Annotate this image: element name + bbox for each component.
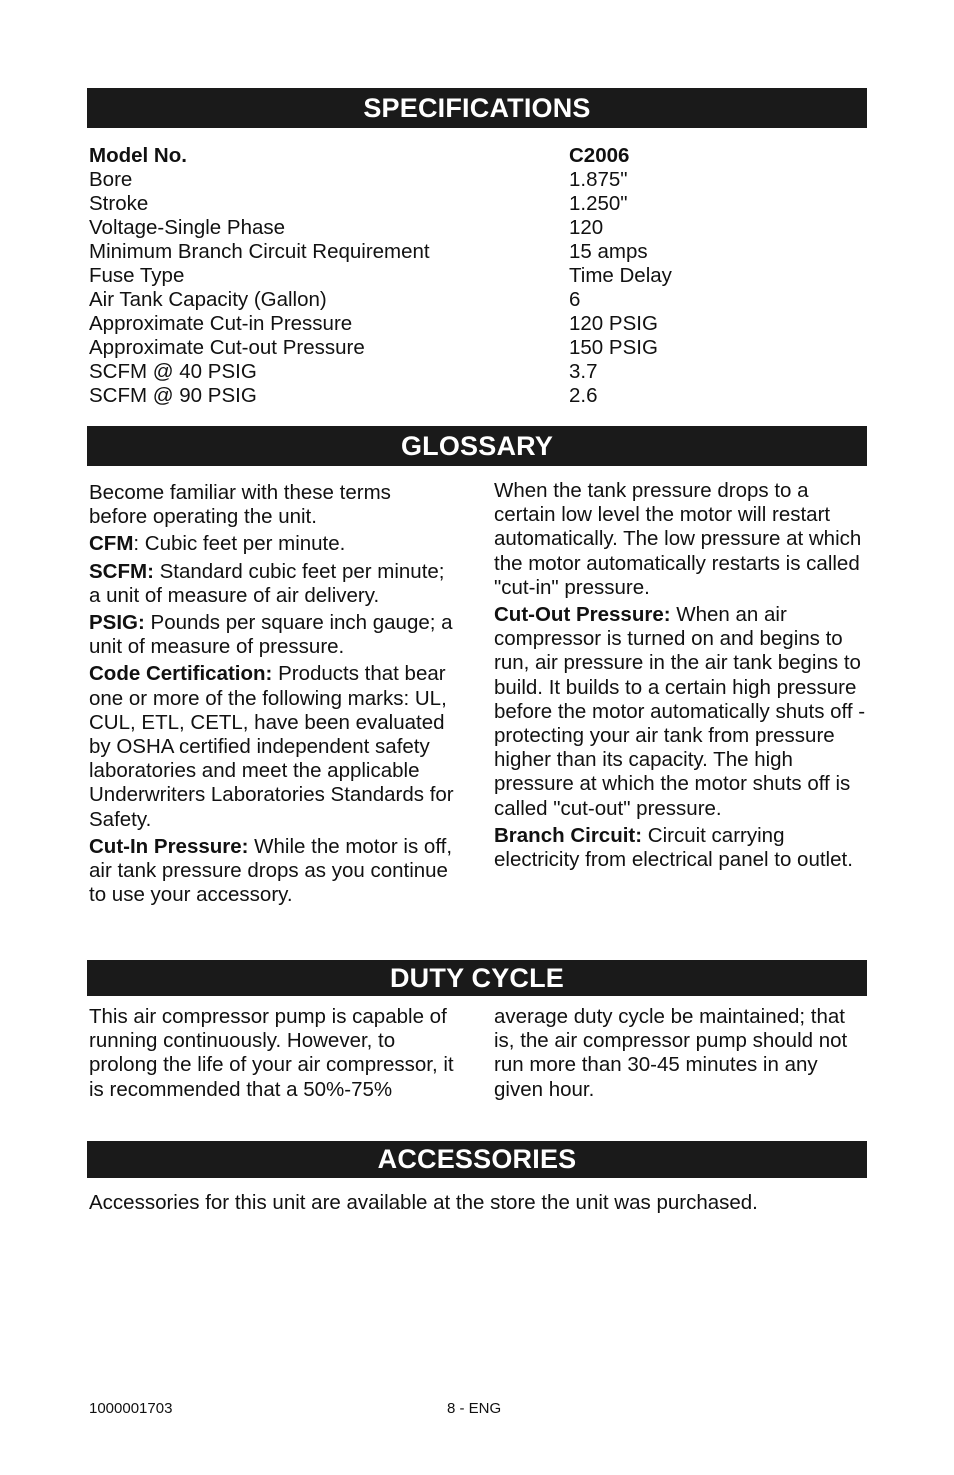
- spec-row: [89, 168, 849, 192]
- spec-row: [89, 216, 849, 240]
- spec-label: Air Tank Capacity (Gallon): [89, 288, 327, 311]
- glossary-entry-psig: [89, 611, 454, 659]
- spec-row: [89, 360, 849, 384]
- spec-label: Approximate Cut-in Pressure: [89, 312, 353, 335]
- spec-value: 1.875": [569, 168, 628, 191]
- glossary-cut-in-continued: When the tank pressure drops to a certain low level the motor will restart automatically. The low pressure at which the motor automatically restarts is called "cut-in" pressure.: [494, 479, 862, 599]
- spec-value: C2006: [569, 144, 630, 167]
- glossary-term: CFM: [89, 532, 134, 556]
- spec-label: Stroke: [89, 192, 149, 215]
- glossary-term: Cut-Out Pressure:: [494, 603, 671, 627]
- spec-value: Time Delay: [569, 264, 672, 287]
- glossary-term: Branch Circuit:: [494, 823, 643, 847]
- duty-cycle-text: This air compressor pump is capable of running continuously. However, to prolong the life of your air compressor, it is recommended that a 50%-75%: [89, 1005, 454, 1101]
- spec-row: [89, 288, 849, 312]
- spec-value: 2.6: [569, 384, 598, 407]
- duty-cycle-text: average duty cycle be maintained; that is, the air compressor pump should not run more than 30-45 minutes in any given hour.: [494, 1005, 848, 1101]
- glossary-definition: : Cubic feet per minute.: [133, 532, 346, 556]
- accessories-heading-bar: [87, 1141, 867, 1178]
- glossary-entry-cfm: [89, 532, 454, 556]
- glossary-term: Code Certification:: [89, 662, 273, 686]
- footer-page-number: 8 - ENG: [447, 1400, 502, 1417]
- duty-cycle-left-column: [89, 1005, 461, 1105]
- spec-value: 1.250": [569, 192, 628, 215]
- specifications-heading-bar: [87, 88, 867, 128]
- spec-row: [89, 336, 849, 360]
- spec-row: [89, 312, 849, 336]
- specifications-heading: SPECIFICATIONS: [363, 93, 591, 123]
- spec-label: Fuse Type: [89, 264, 185, 287]
- glossary-definition: Circuit carrying electricity from electrical panel to outlet.: [494, 823, 853, 872]
- glossary-entry-branch-circuit: [494, 824, 869, 872]
- footer-doc-number: 1000001703: [89, 1400, 173, 1417]
- glossary-definition: While the motor is off, air tank pressure drops as you continue to use your accessory.: [89, 834, 453, 907]
- spec-row: [89, 192, 849, 216]
- glossary-definition: Pounds per square inch gauge; a unit of measure of pressure.: [89, 611, 453, 659]
- glossary-heading-bar: [87, 426, 867, 466]
- spec-label: SCFM @ 40 PSIG: [89, 360, 257, 383]
- spec-value: 3.7: [569, 360, 598, 383]
- spec-row: [89, 384, 849, 408]
- duty-cycle-right-column: [494, 1005, 869, 1105]
- glossary-entry-code-certification: [89, 662, 454, 831]
- glossary-heading: GLOSSARY: [400, 431, 554, 461]
- glossary-entry-cut-in: [89, 835, 454, 908]
- spec-label: Approximate Cut-out Pressure: [89, 336, 365, 359]
- glossary-intro: Become familiar with these terms before operating the unit.: [89, 481, 391, 529]
- spec-label: Model No.: [89, 144, 187, 167]
- spec-value: 120 PSIG: [569, 312, 658, 335]
- glossary-definition: Standard cubic feet per minute; a unit of measure of air delivery.: [89, 559, 445, 607]
- glossary-term: PSIG:: [89, 611, 145, 635]
- spec-label: SCFM @ 90 PSIG: [89, 384, 257, 407]
- spec-label: Minimum Branch Circuit Requirement: [89, 240, 430, 263]
- glossary-definition: When an air compressor is turned on and begins to run, air pressure in the air tank begins to build. It builds to a certain high pressure before the motor automatically shuts off - protecting your air tank from pressure higher than its capacity. The high pressure at which the motor shuts off is called "cut-out" pressure.: [494, 603, 866, 820]
- accessories-text: Accessories for this unit are available at the store the unit was purchased.: [89, 1191, 758, 1214]
- glossary-term: Cut-In Pressure:: [89, 834, 249, 858]
- spec-value: 6: [569, 288, 581, 311]
- glossary-term: SCFM:: [89, 559, 154, 583]
- spec-row: [89, 264, 849, 288]
- glossary-right-column: [494, 479, 869, 875]
- glossary-entry-scfm: [89, 560, 454, 608]
- spec-row: [89, 240, 849, 264]
- spec-value: 15 amps: [569, 240, 648, 263]
- spec-value: 120: [569, 216, 604, 239]
- glossary-definition: Products that bear one or more of the following marks: UL, CUL, ETL, CETL, have been evaluated by OSHA certified independent safety laboratories and meet the applicable Underwriters Laboratories Standards for Safety.: [89, 662, 454, 831]
- accessories-heading: ACCESSORIES: [377, 1144, 577, 1174]
- duty-cycle-heading: DUTY CYCLE: [389, 963, 565, 993]
- glossary-entry-cut-out: [494, 603, 869, 821]
- spec-header-row: [89, 144, 849, 168]
- specifications-table: [89, 144, 849, 408]
- spec-label: Bore: [89, 168, 133, 191]
- spec-label: Voltage-Single Phase: [89, 216, 286, 239]
- spec-value: 150 PSIG: [569, 336, 658, 359]
- glossary-left-column: [89, 481, 454, 910]
- duty-cycle-heading-bar: [87, 960, 867, 996]
